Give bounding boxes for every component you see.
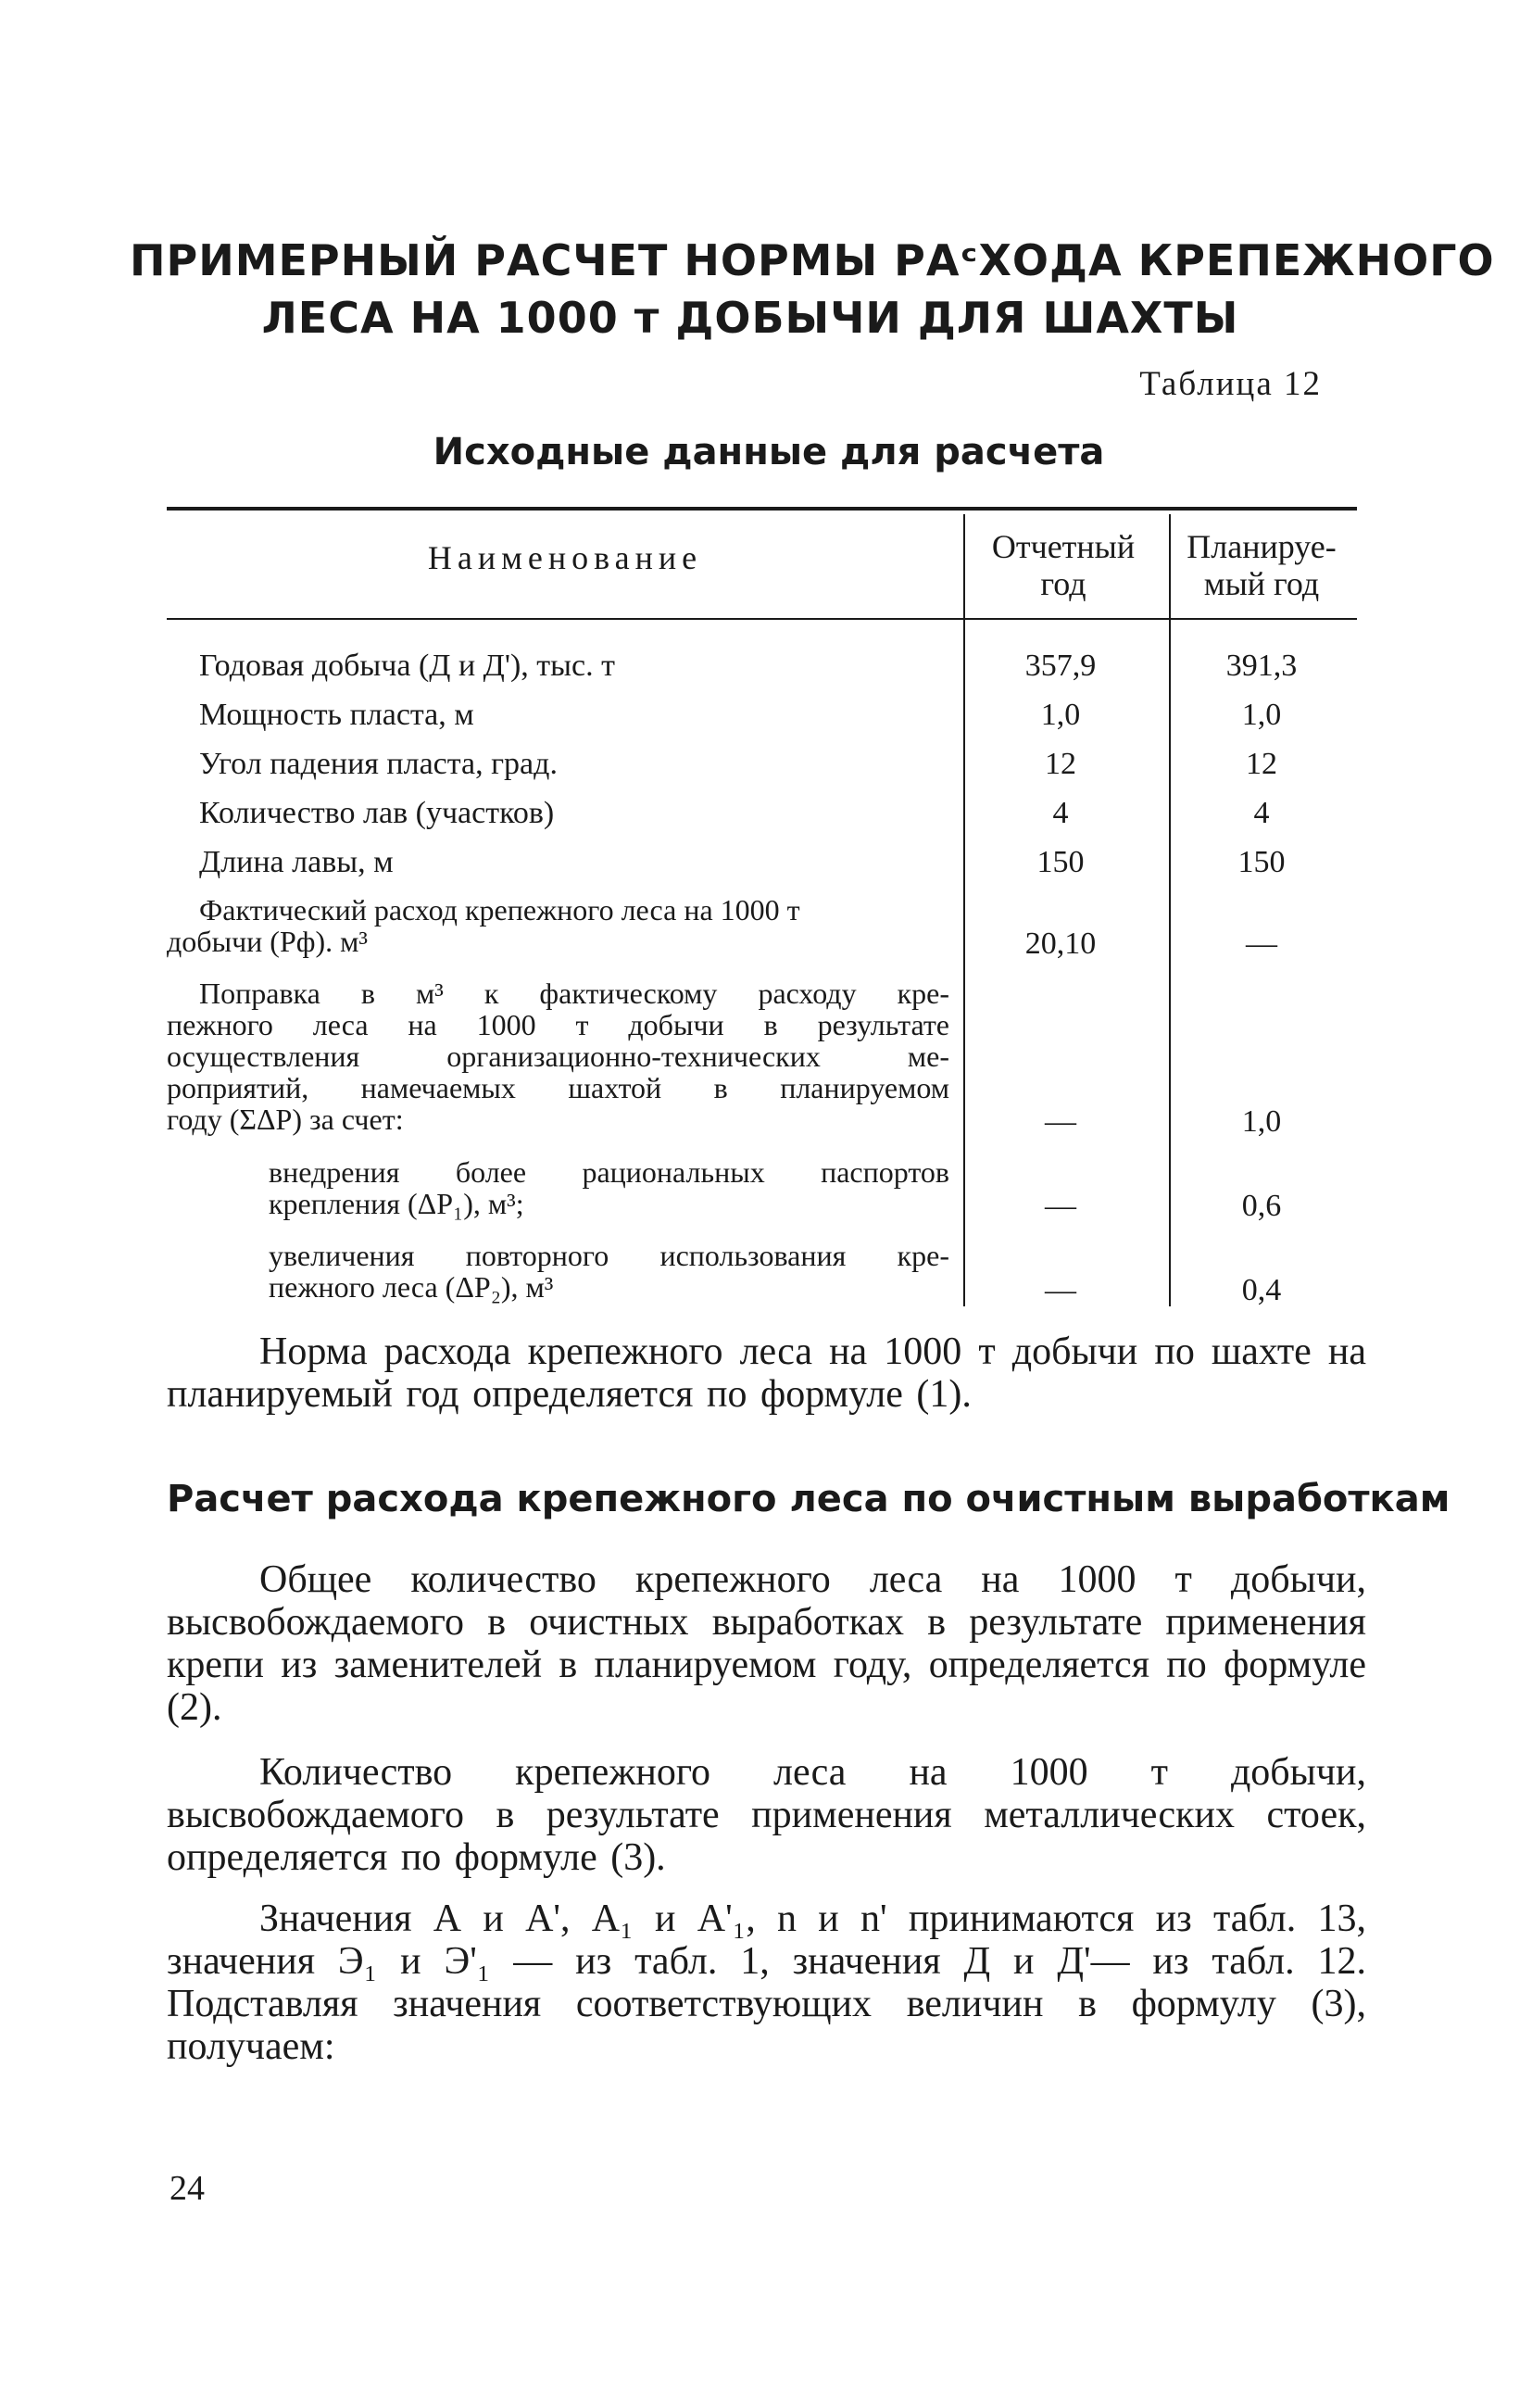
- table-row-name: Поправка в м³ к фактическому расходу кре- пежного леса на 1000 т добычи в результате осуществления организационно-технических ме- роприятий, намечаемых шахтой в планируемом году (ΣΔР) за счет:: [167, 977, 949, 1136]
- table-row-name: Фактический расход крепежного леса на 1000 т добычи (Рф). м³: [167, 893, 800, 958]
- page-number: 24: [170, 2169, 205, 2208]
- table-row-name: внедрения более рациональных паспортов крепления (ΔР₁), м³;: [269, 1155, 949, 1220]
- paragraph-values: Значения А и А', А₁ и А'₁, n и n' принимаются из табл. 13, значения Э₁ и Э'₁ — из табл. 1, значения Д и Д'— из табл. 12. Подставляя значения соответствующих величин в формулу (3), получаем:: [167, 1897, 1366, 2068]
- paragraph-total-quantity: Общее количество крепежного леса на 1000 т добычи, высвобождаемого в очистных выработках в результате применения крепи из заменителей в планируемом году, определяется по формуле (2).: [167, 1558, 1366, 1729]
- table-header-planned: Планируе- мый год: [1187, 528, 1337, 602]
- table-cell-reported: 1,0: [1040, 698, 1081, 732]
- table-cell-planned: —: [1246, 927, 1277, 961]
- table-caption: Исходные данные для расчета: [433, 431, 1105, 473]
- table-cell-planned: 0,4: [1241, 1273, 1282, 1307]
- table-top-rule: [167, 507, 1357, 511]
- table-header-rule: [167, 618, 1357, 620]
- table-cell-planned: 150: [1237, 845, 1286, 879]
- table-cell-reported: 20,10: [1024, 927, 1097, 961]
- table-cell-planned: 4: [1253, 796, 1270, 830]
- page-title: [130, 232, 1495, 347]
- table-header-reported: Отчетный год: [991, 528, 1136, 602]
- table-row-name: Количество лав (участков): [199, 796, 555, 830]
- table-cell-planned: 12: [1246, 747, 1277, 781]
- table-column-divider-1: [963, 514, 965, 1306]
- table-row-name: Длина лавы, м: [199, 845, 394, 879]
- page-title-line-1: ПРИМЕРНЫЙ РАСЧЕТ НОРМЫ РАᶜХОДА КРЕПЕЖНОГО: [130, 235, 1495, 285]
- table-cell-planned: 391,3: [1225, 649, 1298, 683]
- table-cell-reported: 150: [1036, 845, 1085, 879]
- table-header-name: Наименование: [427, 539, 703, 576]
- paragraph-metal-props: Количество крепежного леса на 1000 т добычи, высвобождаемого в результате применения металлических стоек, определяется по формуле (3).: [167, 1751, 1366, 1879]
- section-heading: Расчет расхода крепежного леса по очистным выработкам: [167, 1478, 1450, 1520]
- table-cell-planned: 0,6: [1241, 1189, 1282, 1223]
- table-cell-reported: —: [1045, 1189, 1076, 1223]
- paragraph-norm: Норма расхода крепежного леса на 1000 т добычи по шахте на планируемый год определяется по формуле (1).: [167, 1330, 1366, 1416]
- table-cell-planned: 1,0: [1241, 1104, 1282, 1139]
- table-label: Таблица 12: [1139, 365, 1322, 403]
- table-row-name: увеличения повторного использования кре- пежного леса (ΔР₂), м³: [269, 1239, 949, 1304]
- table-cell-reported: —: [1045, 1273, 1076, 1307]
- table-row-name: Годовая добыча (Д и Д'), тыс. т: [199, 649, 615, 683]
- table-column-divider-2: [1169, 514, 1171, 1306]
- table-cell-reported: 357,9: [1024, 649, 1097, 683]
- table-row-name: Угол падения пласта, град.: [199, 747, 558, 781]
- table-cell-planned: 1,0: [1241, 698, 1282, 732]
- table-row-name: Мощность пласта, м: [199, 698, 474, 732]
- page-title-line-2: ЛЕСА НА 1000 т ДОБЫЧИ ДЛЯ ШАХТЫ: [261, 293, 1239, 343]
- table-cell-reported: —: [1045, 1104, 1076, 1139]
- table-cell-reported: 4: [1052, 796, 1069, 830]
- table-cell-reported: 12: [1045, 747, 1076, 781]
